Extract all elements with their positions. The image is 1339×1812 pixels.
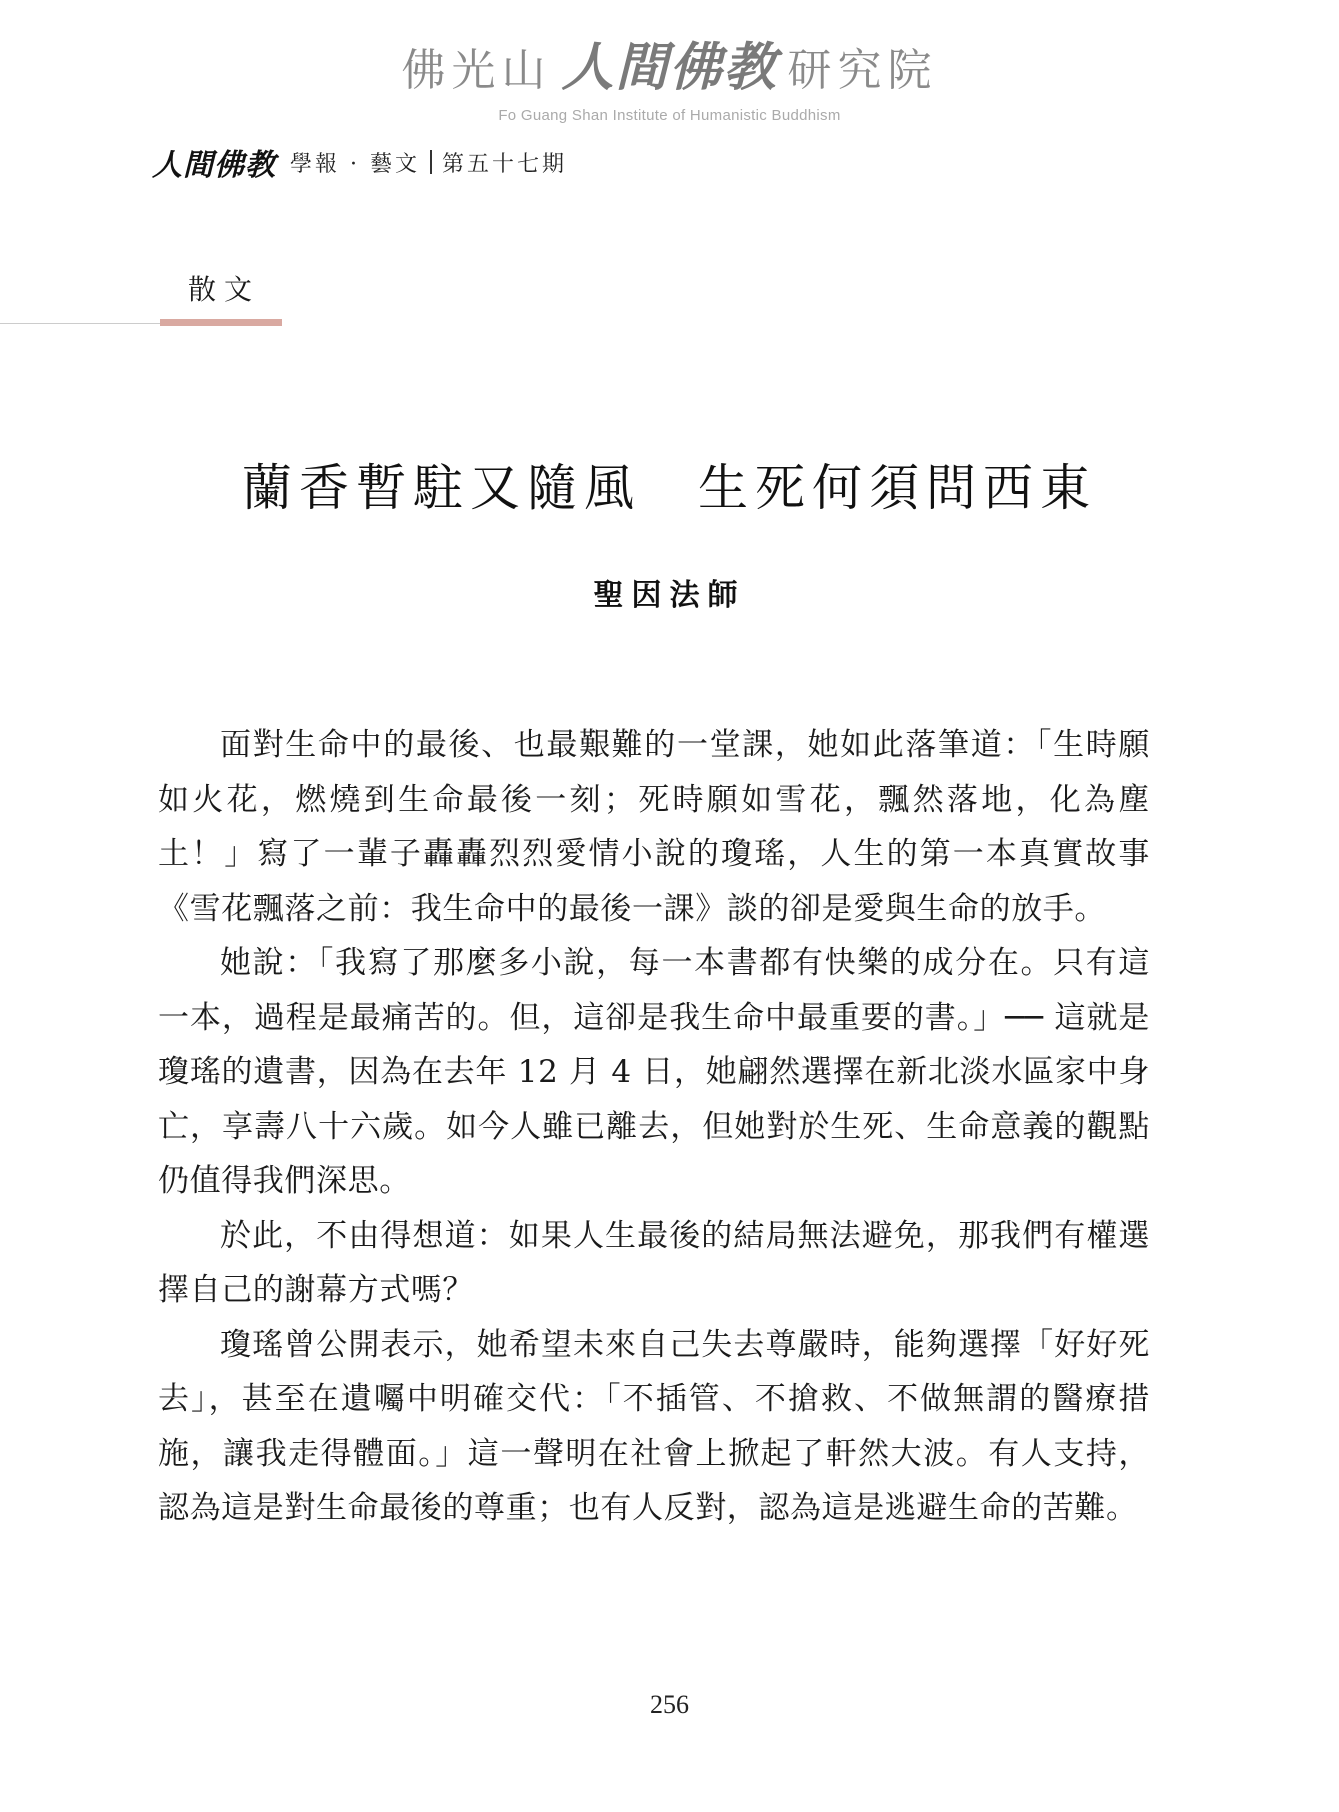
body-paragraph: 她說：「我寫了那麼多小說，每一本書都有快樂的成分在。只有這一本，過程是最痛苦的。但，這卻是我生命中最重要的書。」── 這就是瓊瑤的遺書，因為在去年 12 月 4 日，她翩然選擇在新北淡水區家中身亡，享壽八十六歲。如今人雖已離去，但她對於生死、生命意義的觀點仍值得我們深思。: [158, 945, 1150, 1199]
institute-title-brush: 人間佛教: [561, 37, 778, 98]
institute-header: [0, 38, 1339, 124]
institute-logo: [0, 38, 1339, 101]
article-author: 聖因法師: [593, 578, 746, 613]
body-paragraph: 於此，不由得想道：如果人生最後的結局無法避免，那我們有權選擇自己的謝幕方式嗎？: [158, 1217, 1150, 1308]
category-label: 散文: [188, 273, 261, 306]
institute-title-left: 佛光山: [401, 45, 552, 96]
journal-section: 學報 · 藝文: [290, 151, 420, 177]
journal-running-head: [152, 140, 567, 184]
article-body: [158, 718, 1150, 1536]
body-paragraph: 面對生命中的最後、也最艱難的一堂課，她如此落筆道：「生時願如火花，燃燒到生命最後一刻；死時願如雪花，飄然落地，化為塵土！」寫了一輩子轟轟烈烈愛情小說的瓊瑤，人生的第一本真實故事《雪花飄落之前：我生命中的最後一課》談的卻是愛與生命的放手。: [158, 727, 1150, 927]
article-title: 蘭香暫駐又隨風 生死何須問西東: [242, 459, 1097, 517]
page-number: 256: [650, 1690, 689, 1719]
journal-divider: [430, 150, 432, 174]
category-rule: [0, 323, 160, 324]
category-accent-bar: [160, 319, 282, 326]
body-paragraph: 瓊瑤曾公開表示，她希望未來自己失去尊嚴時，能夠選擇「好好死去」，甚至在遺囑中明確交代：「不插管、不搶救、不做無謂的醫療措施，讓我走得體面。」這一聲明在社會上掀起了軒然大波。有人支持，認為這是對生命最後的尊重；也有人反對，認為這是逃避生命的苦難。: [158, 1326, 1150, 1526]
institute-subtitle: Fo Guang Shan Institute of Humanistic Buddhism: [498, 107, 841, 124]
journal-brand: 人間佛教: [152, 148, 276, 183]
journal-issue: 第五十七期: [441, 151, 567, 177]
institute-title-right: 研究院: [787, 45, 938, 96]
